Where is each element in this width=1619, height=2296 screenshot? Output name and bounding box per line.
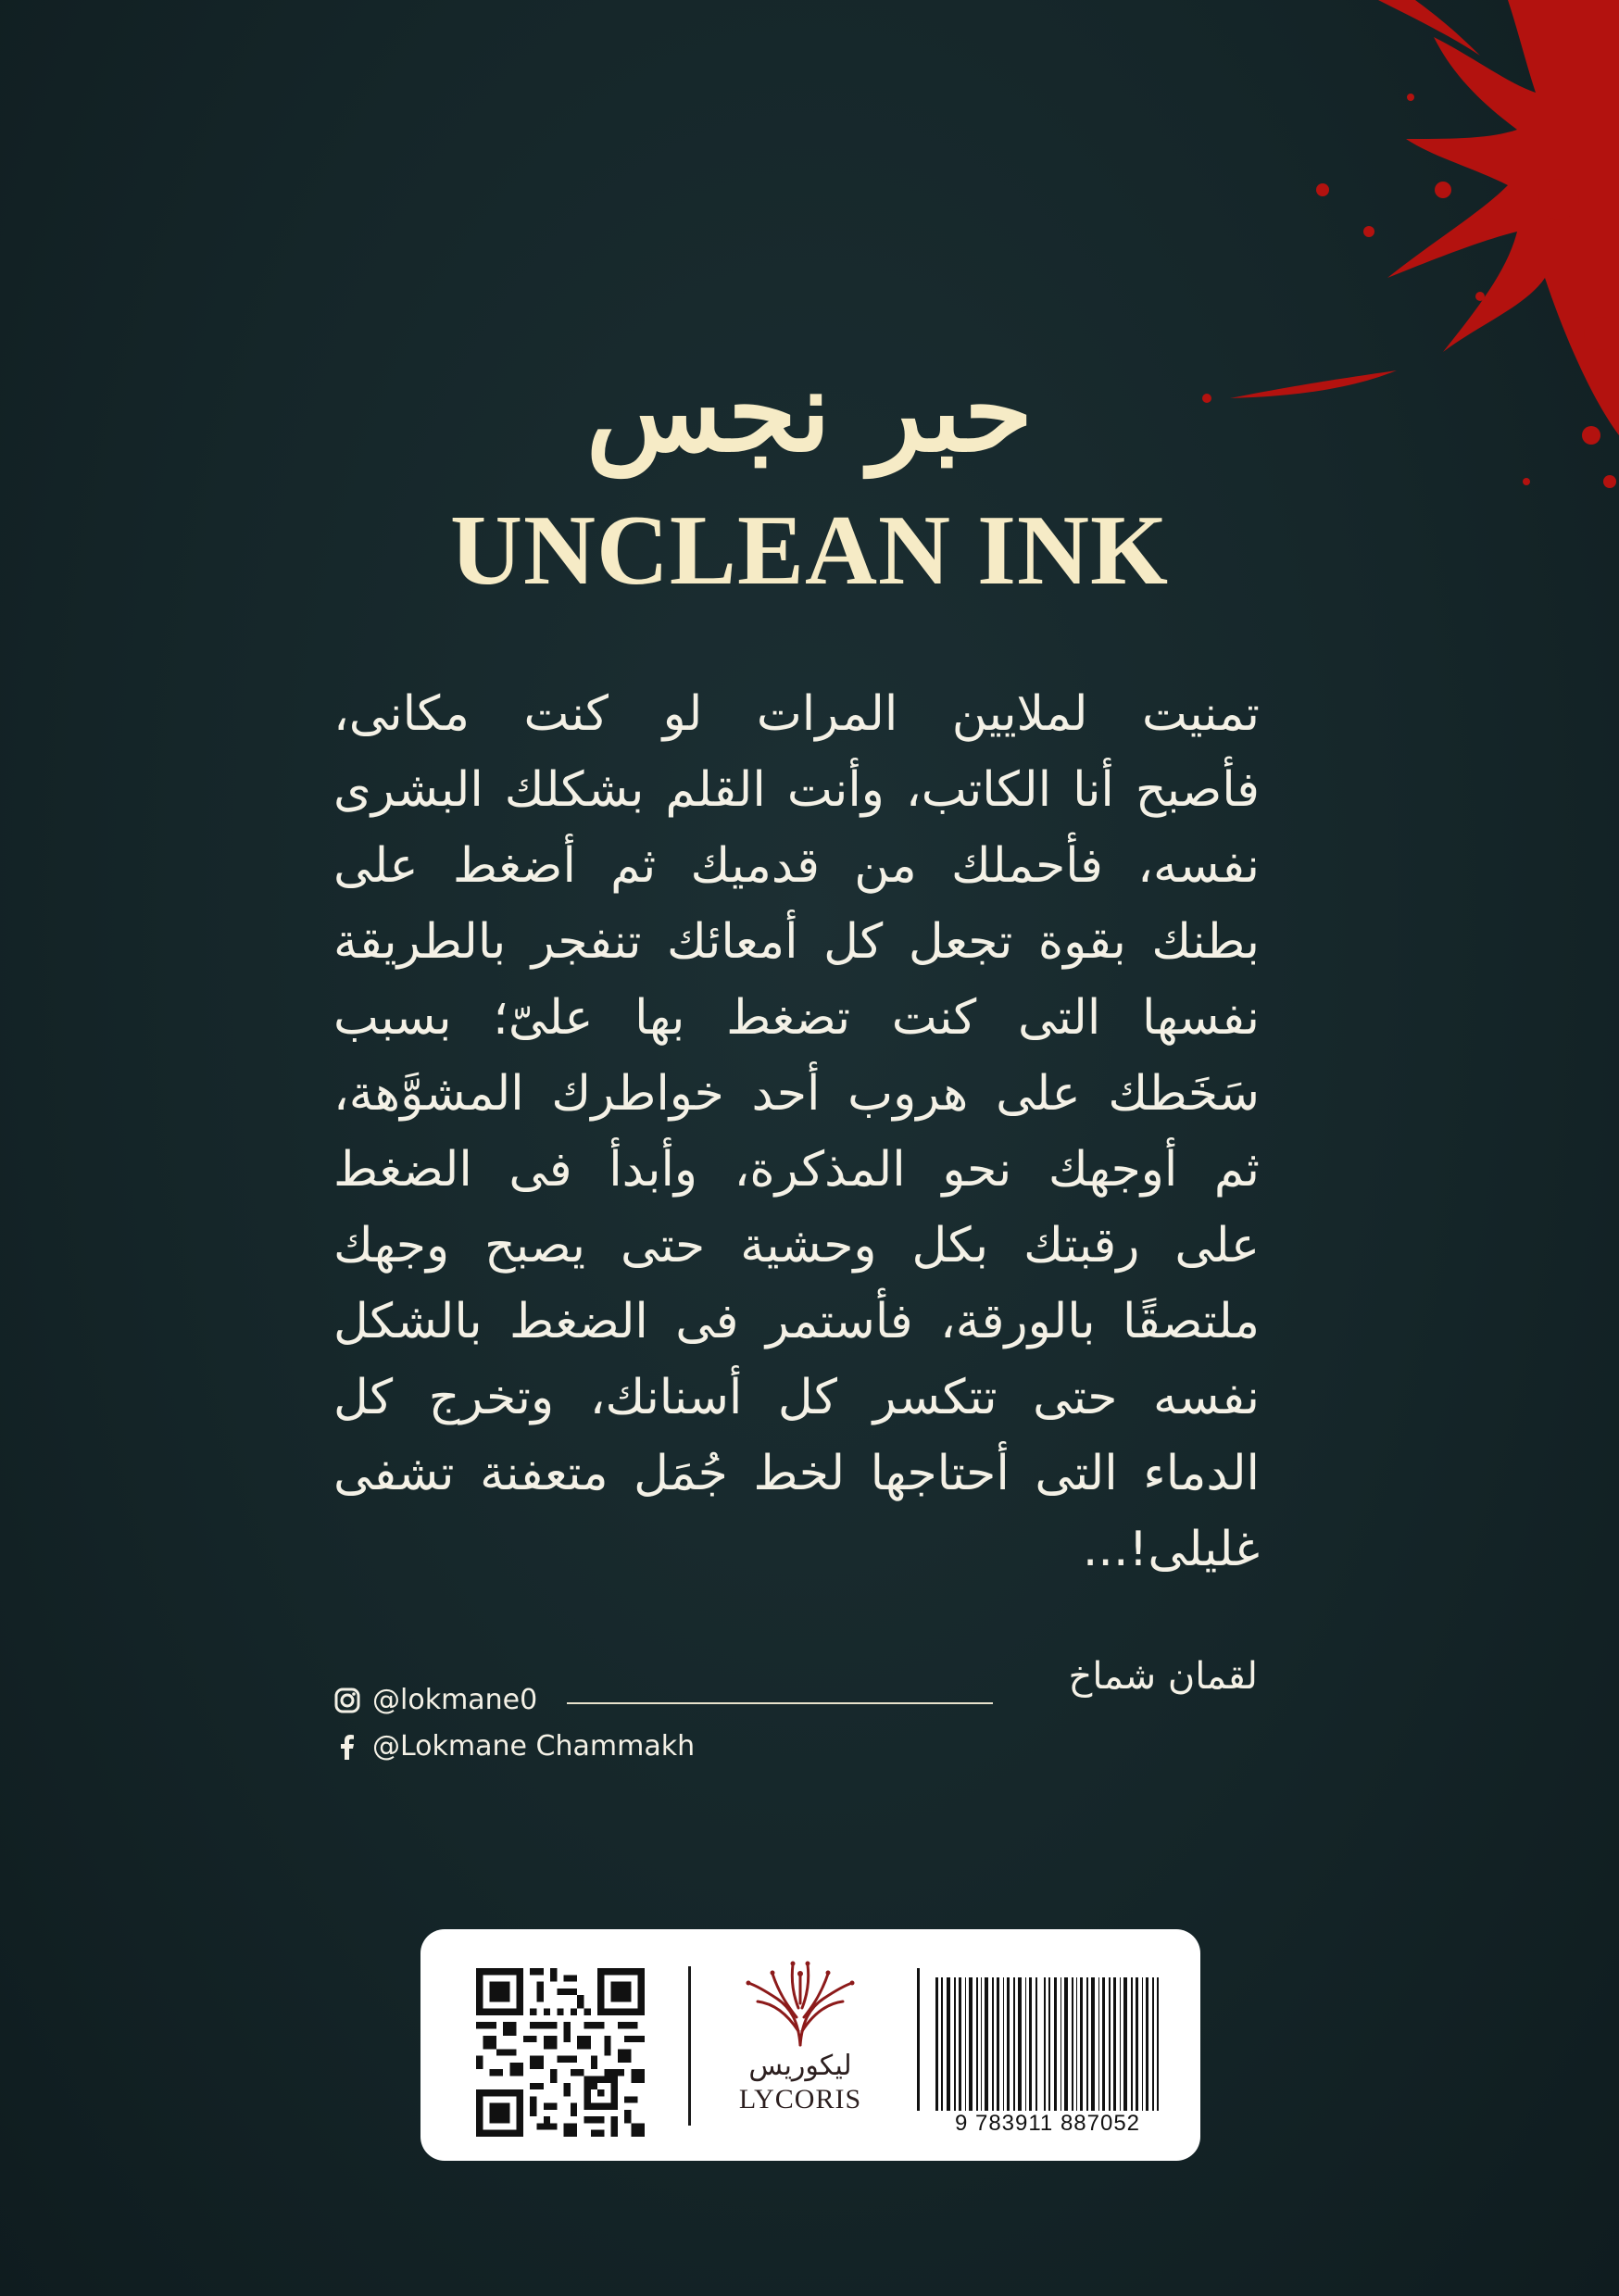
blurb-line: سَخَطك على هروب أحد خواطرك المشوَّهة، [333,1066,1260,1122]
blurb-line: الدماء التى أحتاجها لخط جُمَل متعفنة تشفى [333,1446,1260,1501]
instagram-label: @lokmane0 [372,1684,538,1716]
author-divider [567,1702,993,1704]
blurb-line: نفسه، فأحملك من قدميك ثم أضغط على [333,838,1260,894]
blurb-text [333,676,1260,1587]
blurb-line: على رقبتك بكل وحشية حتى يصبح وجهك [333,1218,1260,1273]
blurb-line: غليلى!... [1082,1522,1260,1577]
blurb-line: ملتصقًا بالورقة، فأستمر فى الضغط بالشكل [333,1294,1260,1349]
blurb-line: نفسها التى كنت تضغط بها علىّ؛ بسبب [333,990,1260,1046]
blurb-line: نفسه حتى تتكسر كل أسنانك، وتخرج كل [333,1370,1260,1425]
publisher-name-arabic: ليكوريس [748,2050,852,2082]
facebook-icon [333,1733,361,1761]
qr-code[interactable] [476,1968,645,2137]
instagram-icon [333,1687,361,1714]
lycoris-flower-logo [745,1957,856,2050]
title-english: UNCLEAN INK [449,496,1170,606]
facebook-handle[interactable] [333,1730,695,1763]
card-divider [688,1966,691,2126]
isbn-number: 9 783911 887052 [917,2111,1178,2137]
publisher-logo [722,1957,879,2142]
author-name: لقمان شماخ [1068,1655,1258,1698]
blurb-line: بطنك بقوة تجعل كل أمعائك تنفجر بالطريقة [333,914,1260,970]
blurb-line: تمنيت لملايين المرات لو كنت مكانى، [333,686,1260,742]
blurb-line: ثم أوجهك نحو المذكرة، وأبدأ فى الضغط [333,1142,1260,1198]
publisher-card [420,1929,1200,2161]
barcode [917,1968,1186,2135]
blurb-line: فأصبح أنا الكاتب، وأنت القلم بشكلك البشرى [333,762,1260,818]
instagram-handle[interactable] [333,1684,537,1716]
facebook-label: @Lokmane Chammakh [372,1730,696,1763]
publisher-name-english: LYCORIS [738,2084,862,2114]
title-arabic: حبر نجس [585,346,1034,477]
